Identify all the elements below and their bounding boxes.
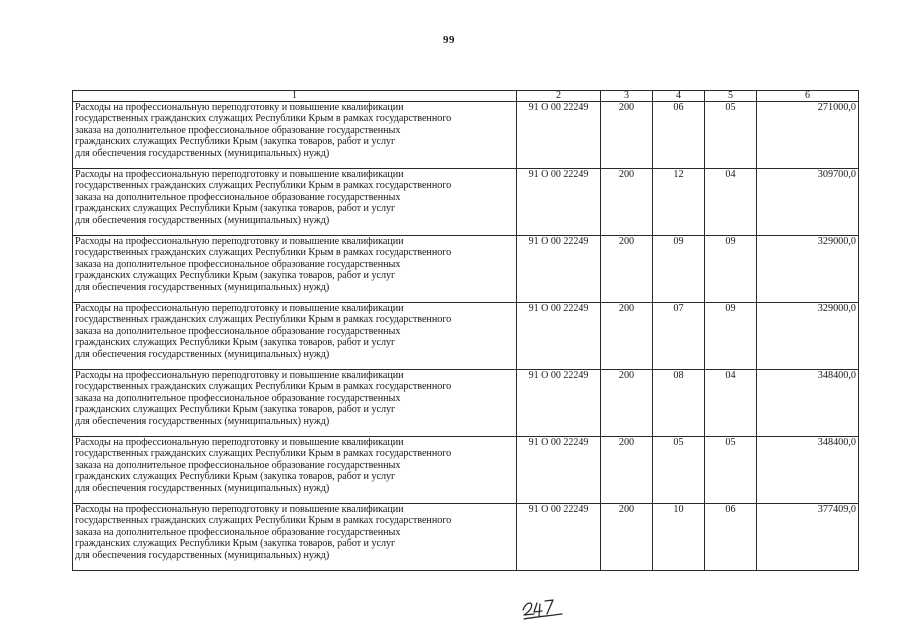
page-number: 99 [443,34,455,46]
row-target-code: 91 О 00 22249 [517,437,601,504]
row-target-code: 91 О 00 22249 [517,370,601,437]
row-expense-type: 200 [601,169,653,236]
row-expense-type: 200 [601,102,653,169]
row-section: 12 [653,169,705,236]
row-subsection: 06 [705,504,757,571]
row-expense-type: 200 [601,370,653,437]
row-description: Расходы на профессиональную переподготовку и повышение квалификации государственных гражданских служащих Республики Крым в рамках государственного заказа на дополнительное профессиональное образование государственных гражданских служащих Республики Крым (закупка товаров, работ и услуг для обеспечения государственных (муниципальных) нужд) [73,169,517,236]
row-amount: 348400,0 [757,370,859,437]
handwritten-page-mark-icon [520,592,566,622]
row-subsection: 09 [705,236,757,303]
row-section: 10 [653,504,705,571]
column-header-4: 4 [653,91,705,102]
row-section: 05 [653,437,705,504]
row-amount: 377409,0 [757,504,859,571]
table-header-row [73,91,859,102]
row-section: 06 [653,102,705,169]
table-row [73,303,859,370]
column-header-3: 3 [601,91,653,102]
row-target-code: 91 О 00 22249 [517,169,601,236]
table-row [73,370,859,437]
row-section: 09 [653,236,705,303]
budget-table [72,90,859,571]
row-expense-type: 200 [601,437,653,504]
row-subsection: 04 [705,370,757,437]
row-amount: 348400,0 [757,437,859,504]
row-subsection: 04 [705,169,757,236]
table-row [73,437,859,504]
row-description: Расходы на профессиональную переподготовку и повышение квалификации государственных гражданских служащих Республики Крым в рамках государственного заказа на дополнительное профессиональное образование государственных гражданских служащих Республики Крым (закупка товаров, работ и услуг для обеспечения государственных (муниципальных) нужд) [73,437,517,504]
row-target-code: 91 О 00 22249 [517,102,601,169]
row-expense-type: 200 [601,236,653,303]
row-amount: 329000,0 [757,303,859,370]
row-description: Расходы на профессиональную переподготовку и повышение квалификации государственных гражданских служащих Республики Крым в рамках государственного заказа на дополнительное профессиональное образование государственных гражданских служащих Республики Крым (закупка товаров, работ и услуг для обеспечения государственных (муниципальных) нужд) [73,236,517,303]
row-subsection: 09 [705,303,757,370]
row-target-code: 91 О 00 22249 [517,504,601,571]
row-description: Расходы на профессиональную переподготовку и повышение квалификации государственных гражданских служащих Республики Крым в рамках государственного заказа на дополнительное профессиональное образование государственных гражданских служащих Республики Крым (закупка товаров, работ и услуг для обеспечения государственных (муниципальных) нужд) [73,370,517,437]
row-expense-type: 200 [601,303,653,370]
table-row [73,504,859,571]
column-header-2: 2 [517,91,601,102]
row-description: Расходы на профессиональную переподготовку и повышение квалификации государственных гражданских служащих Республики Крым в рамках государственного заказа на дополнительное профессиональное образование государственных гражданских служащих Республики Крым (закупка товаров, работ и услуг для обеспечения государственных (муниципальных) нужд) [73,303,517,370]
row-subsection: 05 [705,437,757,504]
row-section: 08 [653,370,705,437]
row-expense-type: 200 [601,504,653,571]
row-section: 07 [653,303,705,370]
row-target-code: 91 О 00 22249 [517,303,601,370]
table-row [73,236,859,303]
column-header-6: 6 [757,91,859,102]
row-target-code: 91 О 00 22249 [517,236,601,303]
table-row [73,102,859,169]
column-header-1: 1 [73,91,517,102]
row-amount: 329000,0 [757,236,859,303]
row-amount: 271000,0 [757,102,859,169]
row-amount: 309700,0 [757,169,859,236]
row-description: Расходы на профессиональную переподготовку и повышение квалификации государственных гражданских служащих Республики Крым в рамках государственного заказа на дополнительное профессиональное образование государственных гражданских служащих Республики Крым (закупка товаров, работ и услуг для обеспечения государственных (муниципальных) нужд) [73,504,517,571]
row-subsection: 05 [705,102,757,169]
column-header-5: 5 [705,91,757,102]
table-row [73,169,859,236]
row-description: Расходы на профессиональную переподготовку и повышение квалификации государственных гражданских служащих Республики Крым в рамках государственного заказа на дополнительное профессиональное образование государственных гражданских служащих Республики Крым (закупка товаров, работ и услуг для обеспечения государственных (муниципальных) нужд) [73,102,517,169]
